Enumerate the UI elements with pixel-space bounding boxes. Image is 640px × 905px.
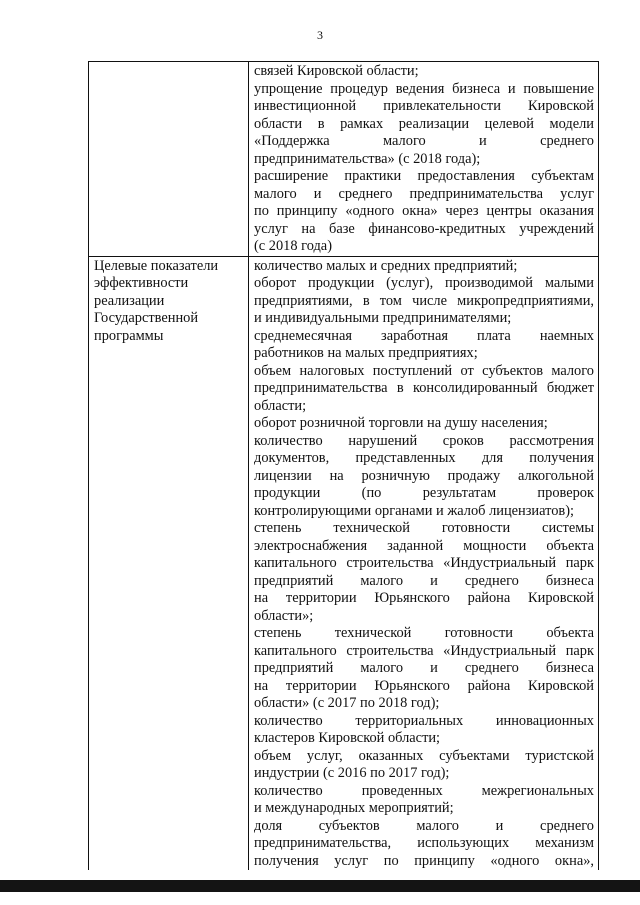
text-line: предпринимательства» (с 2018 года); (254, 150, 481, 167)
text-line: (с 2018 года) (254, 238, 332, 254)
table-row (89, 62, 599, 257)
text-line: и индивидуальными предпринимателями; (254, 310, 512, 326)
row-content (249, 256, 599, 870)
text-line: области» (с 2017 по 2018 год); (254, 695, 440, 711)
text-line: работников на малых предприятиях; (254, 345, 478, 361)
text-line: доля субъектов малого и среднего (254, 817, 594, 834)
text-line: контролирующими органами и жалоб лицензиатов); (254, 502, 575, 519)
text-line: индустрии (с 2016 по 2017 год); (254, 765, 450, 781)
text-line: электроснабжения заданной мощности объекта (254, 537, 594, 554)
text-line: области в рамках реализации целевой модели (254, 115, 594, 132)
text-line: оборот продукции (услуг), производимой малыми (254, 275, 594, 291)
page-number: 3 (317, 28, 323, 42)
text-line: услуг на базе финансово-кредитных учреждений (254, 220, 594, 237)
text-line: оборот розничной торговли на душу населения; (254, 415, 548, 431)
table-row (89, 256, 599, 870)
program-passport-table (88, 61, 599, 870)
text-line: предприятиями, в том числе микропредприятиями, (254, 292, 594, 309)
text-line: области; (254, 397, 307, 414)
row-label-empty (89, 62, 249, 257)
text-line: малого и среднего предпринимательства услуг (254, 185, 594, 202)
text-line: «Поддержка малого и среднего (254, 133, 594, 149)
text-line: количество малых и средних предприятий; (254, 257, 518, 274)
row-label-target-indicators (89, 256, 249, 870)
label-line: Целевые показатели (94, 257, 219, 274)
text-line: предприятий малого и среднего бизнеса (254, 660, 594, 676)
text-line: капитального строительства «Индустриальный парк (254, 642, 594, 659)
text-line: предпринимательства, использующих механизм (254, 835, 594, 851)
text-line: инвестиционной привлекательности Кировской (254, 98, 594, 114)
text-line: количество территориальных инновационных (254, 712, 594, 729)
text-line: количество проведенных межрегиональных (254, 782, 594, 799)
text-line: степень технической готовности системы (254, 520, 594, 536)
text-line: связей Кировской области; (254, 63, 419, 79)
text-line: расширение практики предоставления субъектам (254, 168, 594, 184)
text-line: предпринимательства в консолидированный бюджет (254, 380, 594, 396)
label-line: эффективности (94, 275, 189, 291)
text-line: документов, представленных для получения (254, 450, 594, 466)
page-bottom-edge (0, 892, 640, 905)
text-line: кластеров Кировской области; (254, 730, 441, 746)
text-line: объем налоговых поступлений от субъектов малого (254, 362, 594, 379)
text-line: упрощение процедур ведения бизнеса и повышение (254, 80, 594, 97)
text-line: количество нарушений сроков рассмотрения (254, 432, 594, 449)
label-line: программы (94, 327, 164, 344)
text-line: области»; (254, 607, 314, 624)
text-line: объем услуг, оказанных субъектами туристской (254, 747, 594, 764)
text-line: капитального строительства «Индустриальный парк (254, 555, 594, 571)
label-line: Государственной (94, 310, 199, 326)
text-line: среднемесячная заработная плата наемных (254, 327, 594, 344)
row-content (249, 62, 599, 257)
text-line: на территории Юрьянского района Кировской (254, 677, 594, 694)
label-line: реализации (94, 292, 165, 309)
text-line: по принципу «одного окна» через центры оказания (254, 203, 594, 219)
text-line: продукции (по результатам проверок (254, 485, 594, 501)
text-line: лицензии на розничную продажу алкогольной (254, 467, 594, 484)
text-line: предприятий малого и среднего бизнеса (254, 572, 594, 589)
text-line: степень технической готовности объекта (254, 625, 594, 641)
scan-bottom-bar (0, 880, 640, 892)
text-line: получения услуг по принципу «одного окна», (254, 852, 594, 869)
text-line: на территории Юрьянского района Кировской (254, 590, 594, 606)
text-line: и международных мероприятий; (254, 800, 454, 816)
